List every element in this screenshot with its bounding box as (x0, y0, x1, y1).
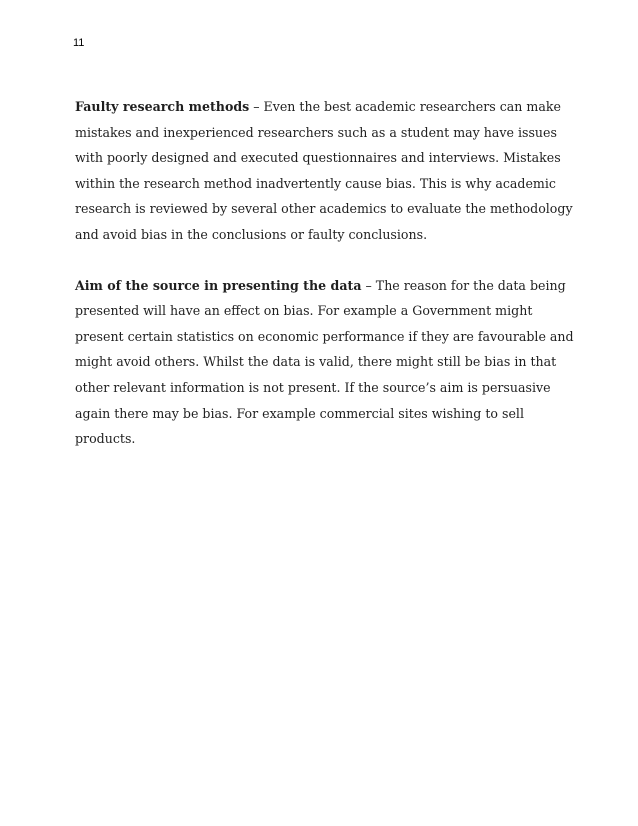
page-number: 11 (73, 37, 85, 49)
paragraph-aim-of-source (75, 273, 575, 452)
paragraph-text: Even the best academic researchers can make mistakes and inexperienced researchers such as a student may have issues with poorly designed and executed questionnaires and interviews. Mistakes within the research method inadvertently cause bias. This is why academic research is reviewed by several other academics to evaluate the methodology and avoid bias in the conclusions or faulty conclusions. (75, 99, 573, 242)
paragraph-heading: Faulty research methods (75, 99, 250, 114)
heading-separator: – (361, 277, 376, 293)
document-body (75, 94, 575, 477)
paragraph-heading: Aim of the source in presenting the data (75, 277, 362, 293)
paragraph-faulty-research-methods (75, 94, 575, 248)
paragraph-text: The reason for the data being presented will have an effect on bias. For example a Government might present certain statistics on economic performance if they are favourable and might avoid others. Whilst the data is valid, there might still be bias in that other relevant information is not present. If the source’s aim is persuasive again there may be bias. For example commercial sites wishing to sell products. (75, 277, 574, 447)
heading-separator: – (249, 99, 264, 114)
